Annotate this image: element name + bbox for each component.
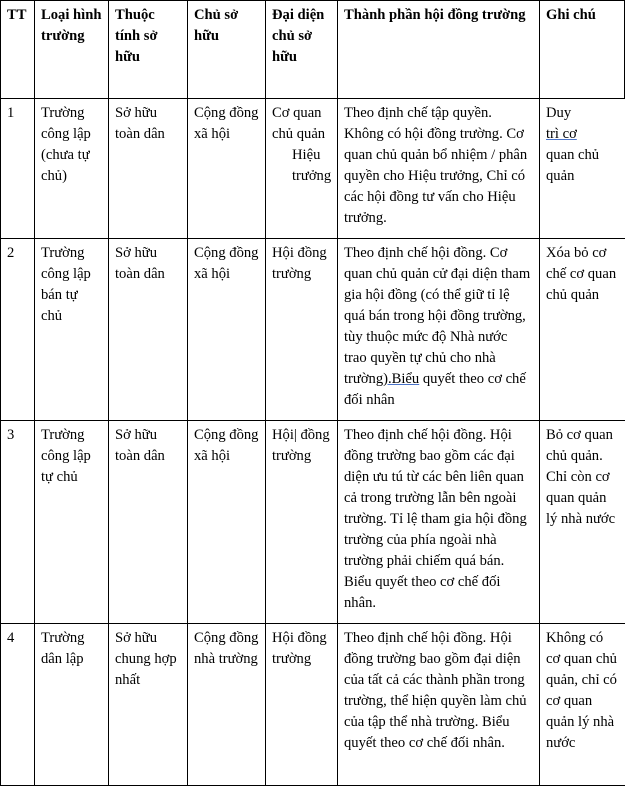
header-owner: Chủ sở hữu [188,1,266,99]
composition-text: quyết theo cơ chế đối nhân [344,371,526,408]
cell-ownership-attribute: Sở hữu chung hợp nhất [109,624,188,786]
header-council-composition: Thành phần hội đồng trường [338,1,540,99]
table-row [1,624,625,786]
cell-school-type: Trường dân lập [35,624,109,786]
cell-owner-representative [266,99,338,239]
table-row [1,99,625,239]
header-school-type: Loại hình trường [35,1,109,99]
note-line: quan chủ quản [546,147,600,184]
cell-owner-representative: Hội| đồng trường [266,421,338,624]
note-underlined: trì cơ [546,126,577,142]
cell-owner: Cộng đồng xã hội [188,99,266,239]
cell-owner: Cộng đồng nhà trường [188,624,266,786]
cell-notes: Xóa bỏ cơ chế cơ quan chủ quản [540,239,625,421]
header-tt: TT [1,1,35,99]
cell-tt: 3 [1,421,35,624]
representative-line-indented: Hiệu trưởng [292,147,332,184]
cell-ownership-attribute: Sở hữu toàn dân [109,421,188,624]
cell-school-type: Trường công lập tự chủ [35,421,109,624]
representative-line: Cơ quan chủ quản [272,105,326,142]
note-line: Duy [546,105,572,121]
cell-council-composition: Theo định chế tập quyền. Không có hội đồng trường. Cơ quan chủ quản bổ nhiệm / phân quyền cho Hiệu trưởng, Chỉ có các hội đồng tư vấn cho Hiệu trưởng. [338,99,540,239]
cell-tt: 2 [1,239,35,421]
cell-school-type: Trường công lập (chưa tự chủ) [35,99,109,239]
cell-owner: Cộng đồng xã hội [188,239,266,421]
cell-owner-representative: Hội đồng trường [266,239,338,421]
cell-council-composition [338,239,540,421]
header-notes: Ghi chú [540,1,625,99]
header-owner-representative: Đại diện chủ sở hữu [266,1,338,99]
cell-owner: Cộng đồng xã hội [188,421,266,624]
table-row [1,239,625,421]
cell-ownership-attribute: Sở hữu toàn dân [109,99,188,239]
cell-council-composition: Theo định chế hội đồng. Hội đồng trường bao gồm đại diện của tất cả các thành phần trong trường, thể hiện quyền làm chủ của tập thể nhà trường. Biểu quyết theo cơ chế đối nhân. [338,624,540,786]
composition-text: Theo định chế hội đồng. Cơ quan chủ quản cử đại diện tham gia hội đồng (có thể giữ tỉ lệ quá bán trong hội đồng trường, tùy thuộc mức độ Nhà nước trao quyền tự chủ cho nhà trường [344,245,531,387]
cell-notes [540,99,625,239]
cell-school-type: Trường công lập bán tự chủ [35,239,109,421]
composition-underlined: ).Biểu [383,371,420,387]
cell-ownership-attribute: Sở hữu toàn dân [109,239,188,421]
cell-council-composition: Theo định chế hội đồng. Hội đồng trường bao gồm các đại diện ưu tú từ các bên liên quan cả trong trường lẫn bên ngoài trường. Tỉ lệ tham gia hội đồng trường của phía ngoài nhà trường phải chiếm quá bán. Biểu quyết theo cơ chế đối nhân. [338,421,540,624]
cell-notes: Bỏ cơ quan chủ quản. Chỉ còn cơ quan quản lý nhà nước [540,421,625,624]
header-ownership-attribute: Thuộc tính sở hữu [109,1,188,99]
header-row [1,1,625,99]
cell-tt: 4 [1,624,35,786]
table-row [1,421,625,624]
cell-notes: Không có cơ quan chủ quản, chỉ có cơ quan quản lý nhà nước [540,624,625,786]
cell-owner-representative: Hội đồng trường [266,624,338,786]
cell-tt: 1 [1,99,35,239]
